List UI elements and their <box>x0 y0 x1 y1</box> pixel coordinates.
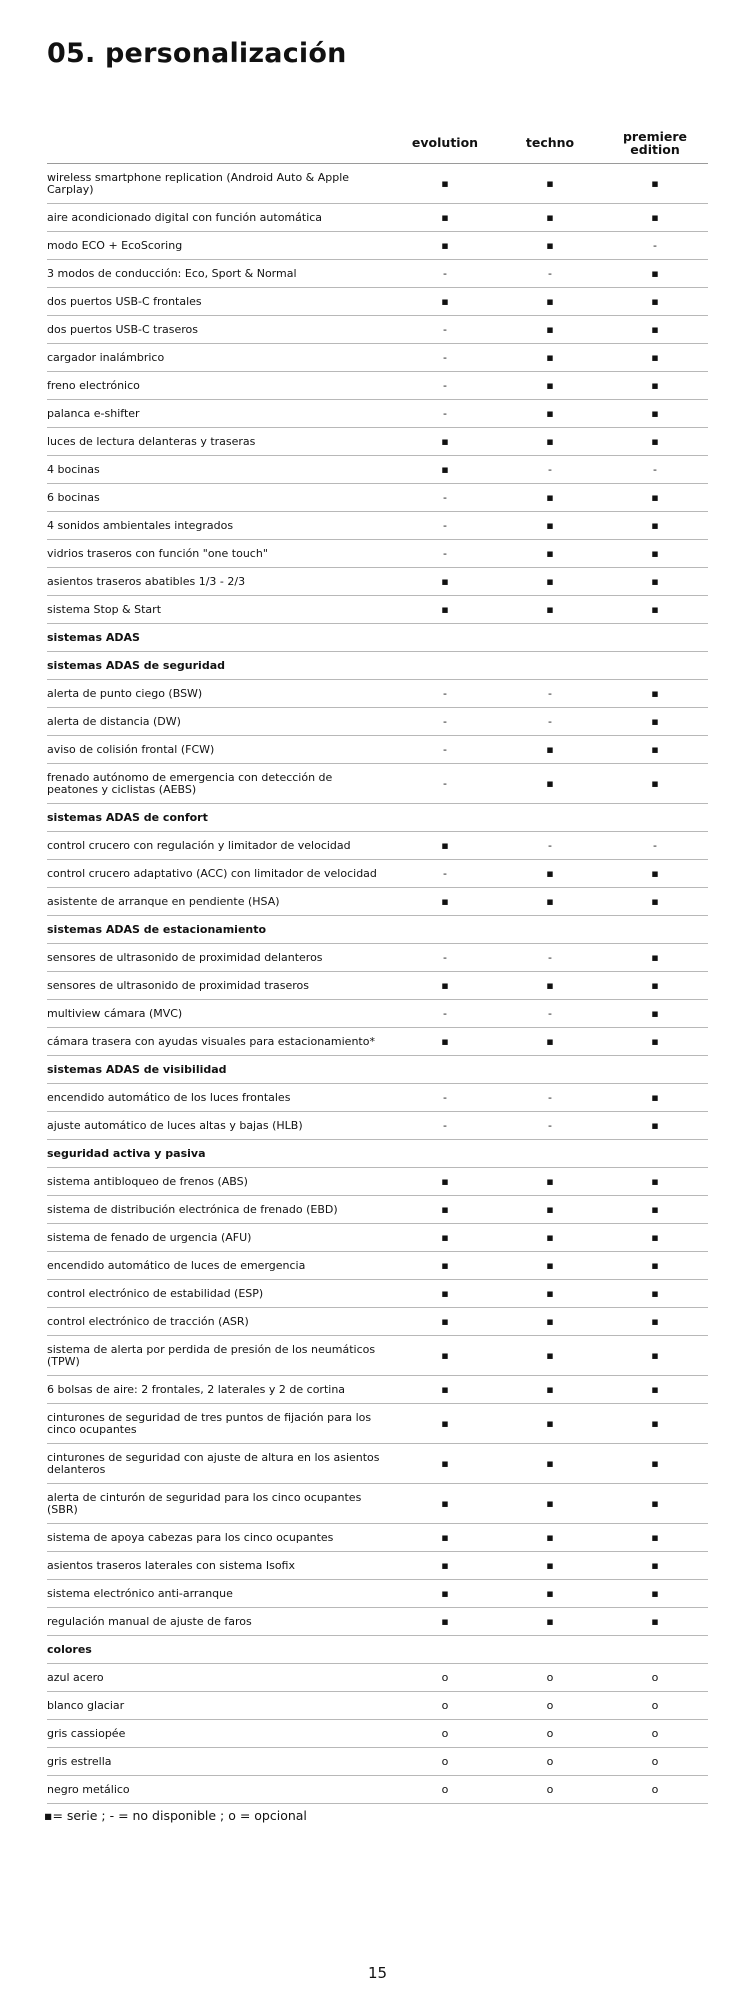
feature-label: alerta de distancia (DW) <box>47 714 181 728</box>
availability-cell: ▪ <box>651 1314 659 1328</box>
availability-cell: ▪ <box>546 1382 554 1396</box>
feature-label: sensores de ultrasonido de proximidad delanteros <box>47 950 323 964</box>
availability-cell: ▪ <box>441 1614 449 1628</box>
availability-cell: ▪ <box>651 1614 659 1628</box>
availability-cell: ▪ <box>651 434 659 448</box>
feature-label: cinturones de seguridad de tres puntos de fijación para los cinco ocupantes <box>47 1410 372 1436</box>
availability-cell: ▪ <box>651 1090 659 1104</box>
availability-cell: ▪ <box>441 1558 449 1572</box>
availability-cell: ▪ <box>546 518 554 532</box>
feature-label: control electrónico de tracción (ASR) <box>47 1314 249 1328</box>
feature-label: ajuste automático de luces altas y bajas (HLB) <box>47 1118 303 1132</box>
section-label: sistemas ADAS de seguridad <box>47 658 225 672</box>
availability-cell: ▪ <box>546 1558 554 1572</box>
table-row <box>47 1028 708 1056</box>
feature-label: control crucero con regulación y limitador de velocidad <box>47 838 351 852</box>
availability-cell: ▪ <box>651 950 659 964</box>
availability-cell: ▪ <box>651 1348 659 1362</box>
table-row <box>47 764 708 804</box>
availability-cell: ▪ <box>441 838 449 852</box>
section-header-row <box>47 804 708 832</box>
feature-label: palanca e-shifter <box>47 406 140 420</box>
availability-cell: ▪ <box>546 574 554 588</box>
section-header-row <box>47 1636 708 1664</box>
availability-cell: ▪ <box>651 378 659 392</box>
availability-cell: - <box>548 714 552 728</box>
feature-label: luces de lectura delanteras y traseras <box>47 434 256 448</box>
availability-cell: - <box>443 1118 447 1132</box>
availability-cell: ▪ <box>651 546 659 560</box>
feature-label: sistema de apoya cabezas para los cinco ocupantes <box>47 1530 334 1544</box>
table-row <box>47 232 708 260</box>
table-row <box>47 164 708 204</box>
availability-cell: ▪ <box>441 894 449 908</box>
availability-cell: - <box>443 518 447 532</box>
availability-cell: o <box>546 1698 554 1712</box>
table-row <box>47 344 708 372</box>
availability-cell: - <box>653 238 657 252</box>
feature-label: control crucero adaptativo (ACC) con limitador de velocidad <box>47 866 377 880</box>
availability-cell: o <box>651 1698 659 1712</box>
table-row <box>47 708 708 736</box>
availability-cell: ▪ <box>651 1530 659 1544</box>
availability-cell: - <box>443 378 447 392</box>
feature-label: sistema de distribución electrónica de frenado (EBD) <box>47 1202 338 1216</box>
table-row <box>47 1336 708 1376</box>
availability-cell: ▪ <box>651 1230 659 1244</box>
availability-cell: o <box>441 1782 449 1796</box>
availability-cell: - <box>443 266 447 280</box>
availability-cell: ▪ <box>441 1286 449 1300</box>
table-row <box>47 428 708 456</box>
feature-label: cargador inalámbrico <box>47 350 165 364</box>
availability-cell: ▪ <box>546 378 554 392</box>
feature-label: sensores de ultrasonido de proximidad traseros <box>47 978 310 992</box>
feature-label: vidrios traseros con función "one touch" <box>47 546 268 560</box>
availability-cell: ▪ <box>441 1586 449 1600</box>
availability-cell: ▪ <box>651 1258 659 1272</box>
feature-label: sistema Stop & Start <box>47 602 162 616</box>
availability-cell: ▪ <box>441 1530 449 1544</box>
availability-cell: ▪ <box>651 742 659 756</box>
availability-cell: ▪ <box>441 978 449 992</box>
availability-cell: ▪ <box>651 518 659 532</box>
availability-cell: ▪ <box>651 714 659 728</box>
feature-label: cámara trasera con ayudas visuales para estacionamiento* <box>47 1034 375 1048</box>
table-row <box>47 400 708 428</box>
availability-cell: ▪ <box>651 266 659 280</box>
availability-cell: ▪ <box>546 1286 554 1300</box>
feature-label: asistente de arranque en pendiente (HSA) <box>47 894 280 908</box>
availability-cell: ▪ <box>546 490 554 504</box>
feature-label: regulación manual de ajuste de faros <box>47 1614 252 1628</box>
table-row <box>47 1720 708 1748</box>
table-row <box>47 1552 708 1580</box>
availability-cell: ▪ <box>441 1034 449 1048</box>
availability-cell: ▪ <box>441 210 449 224</box>
table-row <box>47 1692 708 1720</box>
availability-cell: ▪ <box>651 490 659 504</box>
table-body <box>47 164 708 1804</box>
availability-cell: o <box>651 1670 659 1684</box>
feature-label: alerta de cinturón de seguridad para los cinco ocupantes (SBR) <box>47 1490 362 1516</box>
table-row <box>47 1196 708 1224</box>
availability-cell: - <box>653 838 657 852</box>
availability-cell: ▪ <box>651 1586 659 1600</box>
availability-cell: ▪ <box>651 776 659 790</box>
availability-cell: - <box>443 1090 447 1104</box>
availability-cell: ▪ <box>651 1456 659 1470</box>
feature-label: gris estrella <box>47 1754 112 1768</box>
availability-cell: o <box>651 1726 659 1740</box>
table-row <box>47 260 708 288</box>
availability-cell: ▪ <box>546 294 554 308</box>
table-row <box>47 1484 708 1524</box>
availability-cell: ▪ <box>441 1456 449 1470</box>
availability-cell: ▪ <box>546 1348 554 1362</box>
table-row <box>47 568 708 596</box>
section-label: sistemas ADAS de visibilidad <box>47 1062 227 1076</box>
availability-cell: o <box>651 1754 659 1768</box>
table-row <box>47 1168 708 1196</box>
availability-cell: ▪ <box>441 434 449 448</box>
availability-cell: o <box>441 1726 449 1740</box>
availability-cell: o <box>441 1670 449 1684</box>
feature-label: 4 bocinas <box>47 462 100 476</box>
availability-cell: ▪ <box>546 210 554 224</box>
feature-label: sistema de alerta por perdida de presión de los neumáticos (TPW) <box>47 1342 376 1368</box>
availability-cell: ▪ <box>546 176 554 190</box>
section-label: seguridad activa y pasiva <box>47 1146 206 1160</box>
availability-cell: o <box>546 1726 554 1740</box>
availability-cell: ▪ <box>651 1006 659 1020</box>
availability-cell: ▪ <box>546 1314 554 1328</box>
availability-cell: ▪ <box>651 1496 659 1510</box>
section-label: sistemas ADAS de estacionamiento <box>47 922 267 936</box>
availability-cell: - <box>548 1090 552 1104</box>
table-row <box>47 1000 708 1028</box>
table-row <box>47 288 708 316</box>
feature-label: blanco glaciar <box>47 1698 125 1712</box>
table-row <box>47 1444 708 1484</box>
page-title: 05. personalización <box>47 38 347 69</box>
availability-cell: ▪ <box>546 238 554 252</box>
availability-cell: ▪ <box>441 1230 449 1244</box>
availability-cell: ▪ <box>441 574 449 588</box>
availability-cell: ▪ <box>651 1558 659 1572</box>
availability-cell: ▪ <box>441 602 449 616</box>
availability-cell: ▪ <box>546 1202 554 1216</box>
feature-label: 6 bolsas de aire: 2 frontales, 2 laterales y 2 de cortina <box>47 1382 346 1396</box>
availability-cell: ▪ <box>546 1416 554 1430</box>
availability-cell: o <box>546 1782 554 1796</box>
feature-label: dos puertos USB-C traseros <box>47 322 198 336</box>
availability-cell: ▪ <box>651 406 659 420</box>
table-row <box>47 372 708 400</box>
availability-cell: - <box>548 838 552 852</box>
availability-cell: ▪ <box>546 1614 554 1628</box>
availability-cell: o <box>546 1670 554 1684</box>
availability-cell: - <box>548 266 552 280</box>
table-row <box>47 1776 708 1804</box>
feature-label: azul acero <box>47 1670 104 1684</box>
table-row <box>47 1748 708 1776</box>
availability-cell: - <box>548 686 552 700</box>
feature-label: aire acondicionado digital con función automática <box>47 210 323 224</box>
feature-label: aviso de colisión frontal (FCW) <box>47 742 215 756</box>
availability-cell: ▪ <box>441 1348 449 1362</box>
availability-cell: ▪ <box>546 1456 554 1470</box>
availability-cell: - <box>548 1006 552 1020</box>
availability-cell: ▪ <box>441 1382 449 1396</box>
availability-cell: - <box>548 1118 552 1132</box>
availability-cell: ▪ <box>546 1586 554 1600</box>
availability-cell: ▪ <box>651 978 659 992</box>
table-row <box>47 1404 708 1444</box>
availability-cell: - <box>653 462 657 476</box>
availability-cell: ▪ <box>546 866 554 880</box>
feature-label: 4 sonidos ambientales integrados <box>47 518 234 532</box>
availability-cell: ▪ <box>546 894 554 908</box>
availability-cell: ▪ <box>441 1496 449 1510</box>
feature-label: encendido automático de los luces frontales <box>47 1090 291 1104</box>
section-header-row <box>47 624 708 652</box>
section-header-row <box>47 1056 708 1084</box>
table-row <box>47 888 708 916</box>
availability-cell: - <box>443 686 447 700</box>
section-label: sistemas ADAS de confort <box>47 810 208 824</box>
table-row <box>47 316 708 344</box>
table-row <box>47 1112 708 1140</box>
feature-label: dos puertos USB-C frontales <box>47 294 202 308</box>
availability-cell: ▪ <box>651 894 659 908</box>
availability-cell: - <box>548 462 552 476</box>
availability-cell: - <box>443 742 447 756</box>
availability-cell: ▪ <box>651 322 659 336</box>
availability-cell: ▪ <box>441 1314 449 1328</box>
availability-cell: ▪ <box>546 322 554 336</box>
feature-label: modo ECO + EcoScoring <box>47 238 183 252</box>
availability-cell: ▪ <box>651 686 659 700</box>
availability-cell: ▪ <box>546 406 554 420</box>
table-row <box>47 1280 708 1308</box>
availability-cell: ▪ <box>651 294 659 308</box>
availability-cell: ▪ <box>651 1202 659 1216</box>
table-row <box>47 596 708 624</box>
table-row <box>47 204 708 232</box>
availability-cell: - <box>443 546 447 560</box>
availability-cell: - <box>443 866 447 880</box>
availability-cell: ▪ <box>546 776 554 790</box>
availability-cell: ▪ <box>546 742 554 756</box>
feature-label: asientos traseros abatibles 1/3 - 2/3 <box>47 574 246 588</box>
table-row <box>47 540 708 568</box>
page-number: 15 <box>367 1964 388 1982</box>
table-row <box>47 972 708 1000</box>
availability-cell: ▪ <box>651 1174 659 1188</box>
availability-cell: ▪ <box>546 1034 554 1048</box>
table-row <box>47 456 708 484</box>
table-row <box>47 860 708 888</box>
availability-cell: ▪ <box>546 350 554 364</box>
availability-cell: o <box>441 1698 449 1712</box>
table-row <box>47 944 708 972</box>
availability-cell: ▪ <box>441 1416 449 1430</box>
feature-label: cinturones de seguridad con ajuste de altura en los asientos delanteros <box>47 1450 380 1476</box>
feature-label: alerta de punto ciego (BSW) <box>47 686 203 700</box>
feature-label: sistema de fenado de urgencia (AFU) <box>47 1230 252 1244</box>
availability-cell: ▪ <box>441 1174 449 1188</box>
feature-label: asientos traseros laterales con sistema Isofix <box>47 1558 295 1572</box>
availability-cell: ▪ <box>546 602 554 616</box>
availability-cell: ▪ <box>651 210 659 224</box>
availability-cell: ▪ <box>651 1416 659 1430</box>
legend: ▪= serie ; - = no disponible ; o = opcional <box>44 1808 307 1823</box>
feature-label: freno electrónico <box>47 378 140 392</box>
feature-label: encendido automático de luces de emergencia <box>47 1258 306 1272</box>
feature-label: negro metálico <box>47 1782 130 1796</box>
table-row <box>47 1524 708 1552</box>
availability-cell: - <box>443 490 447 504</box>
section-header-row <box>47 916 708 944</box>
availability-cell: ▪ <box>441 176 449 190</box>
feature-label: 6 bocinas <box>47 490 100 504</box>
column-header: techno <box>525 135 575 150</box>
availability-cell: ▪ <box>651 574 659 588</box>
availability-cell: ▪ <box>651 866 659 880</box>
table-row <box>47 1664 708 1692</box>
availability-cell: ▪ <box>651 602 659 616</box>
feature-label: 3 modos de conducción: Eco, Sport & Normal <box>47 266 297 280</box>
section-header-row <box>47 652 708 680</box>
availability-cell: ▪ <box>441 1258 449 1272</box>
availability-cell: ▪ <box>441 462 449 476</box>
feature-label: wireless smartphone replication (Android Auto & Apple Carplay) <box>47 170 350 196</box>
table-row <box>47 832 708 860</box>
availability-cell: - <box>443 406 447 420</box>
availability-cell: - <box>443 350 447 364</box>
table-row <box>47 1308 708 1336</box>
availability-cell: ▪ <box>546 1530 554 1544</box>
table-row <box>47 680 708 708</box>
table-row <box>47 1608 708 1636</box>
availability-cell: o <box>546 1754 554 1768</box>
availability-cell: o <box>651 1782 659 1796</box>
availability-cell: - <box>443 322 447 336</box>
column-header: evolution <box>411 135 479 150</box>
section-label: sistemas ADAS <box>47 630 140 644</box>
availability-cell: ▪ <box>546 434 554 448</box>
spec-table <box>47 122 708 1804</box>
availability-cell: ▪ <box>441 1202 449 1216</box>
availability-cell: ▪ <box>651 176 659 190</box>
table-row <box>47 1252 708 1280</box>
feature-label: frenado autónomo de emergencia con detección de peatones y ciclistas (AEBS) <box>47 770 333 796</box>
availability-cell: ▪ <box>651 1034 659 1048</box>
availability-cell: - <box>443 714 447 728</box>
table-row <box>47 484 708 512</box>
table-header <box>47 122 708 164</box>
availability-cell: - <box>548 950 552 964</box>
column-header: premiere edition <box>622 128 688 157</box>
feature-label: sistema antibloqueo de frenos (ABS) <box>47 1174 248 1188</box>
availability-cell: ▪ <box>546 978 554 992</box>
availability-cell: - <box>443 1006 447 1020</box>
availability-cell: ▪ <box>546 1174 554 1188</box>
table-row <box>47 1376 708 1404</box>
table-row <box>47 1084 708 1112</box>
feature-label: multiview cámara (MVC) <box>47 1006 183 1020</box>
table-row <box>47 736 708 764</box>
availability-cell: ▪ <box>651 350 659 364</box>
availability-cell: ▪ <box>441 238 449 252</box>
feature-label: control electrónico de estabilidad (ESP) <box>47 1286 264 1300</box>
table-row <box>47 512 708 540</box>
feature-label: sistema electrónico anti-arranque <box>47 1586 233 1600</box>
section-header-row <box>47 1140 708 1168</box>
availability-cell: ▪ <box>546 1496 554 1510</box>
table-row <box>47 1580 708 1608</box>
table-row <box>47 1224 708 1252</box>
availability-cell: ▪ <box>546 546 554 560</box>
availability-cell: ▪ <box>441 294 449 308</box>
availability-cell: - <box>443 776 447 790</box>
availability-cell: ▪ <box>651 1382 659 1396</box>
feature-label: gris cassiopée <box>47 1726 126 1740</box>
availability-cell: ▪ <box>546 1258 554 1272</box>
availability-cell: - <box>443 950 447 964</box>
availability-cell: ▪ <box>651 1286 659 1300</box>
availability-cell: ▪ <box>546 1230 554 1244</box>
availability-cell: ▪ <box>651 1118 659 1132</box>
section-label: colores <box>47 1642 92 1656</box>
availability-cell: o <box>441 1754 449 1768</box>
